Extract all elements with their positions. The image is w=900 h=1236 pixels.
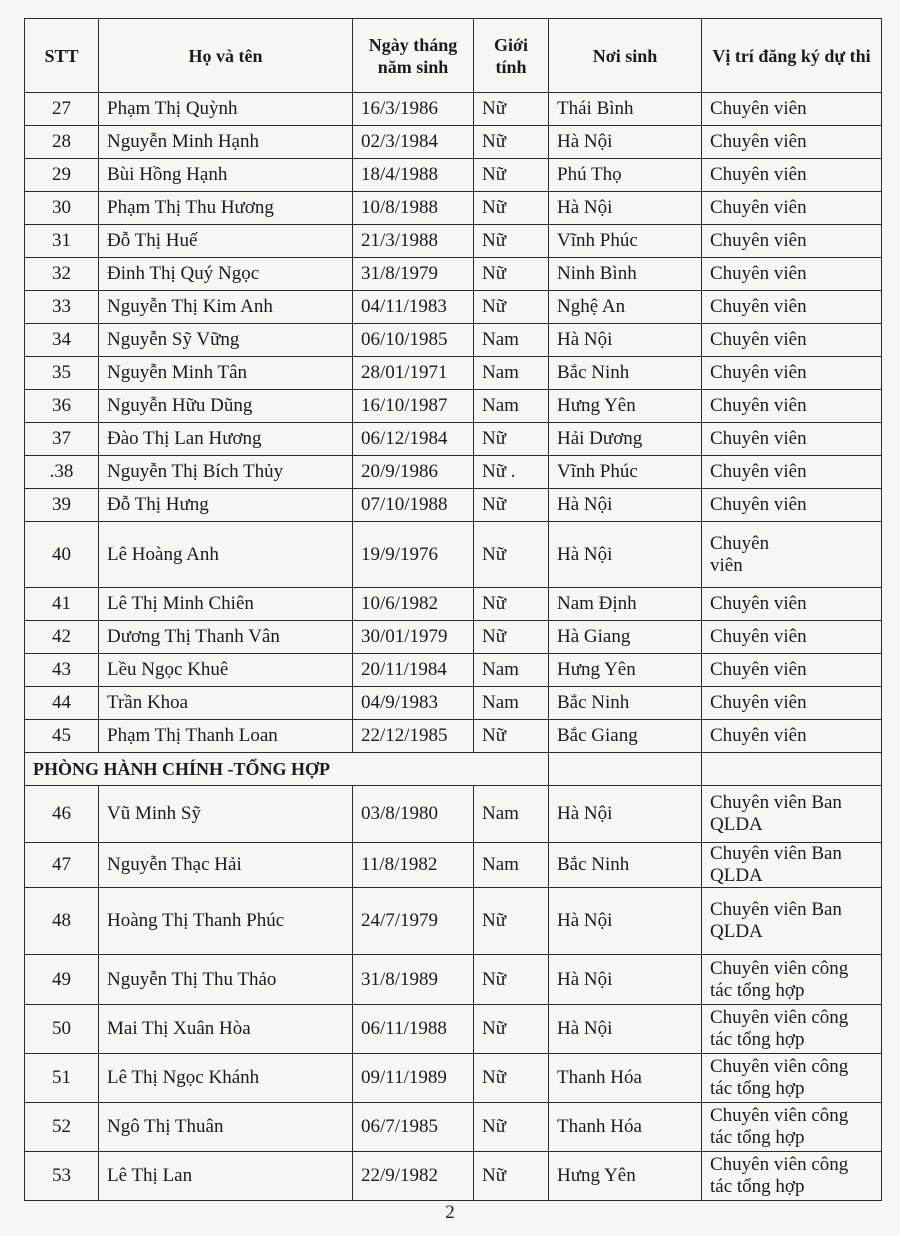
header-stt: STT (25, 19, 99, 93)
table-row (25, 955, 882, 1005)
cell-place: Hưng Yên (549, 390, 702, 423)
cell-place: Thanh Hóa (549, 1103, 702, 1152)
cell-name: Bùi Hồng Hạnh (99, 159, 353, 192)
cell-sex: Nam (474, 324, 549, 357)
section-empty-cell (702, 753, 882, 786)
cell-name: Vũ Minh Sỹ (99, 786, 353, 843)
page-number: 2 (445, 1202, 455, 1223)
cell-name: Lê Thị Lan (99, 1152, 353, 1201)
cell-stt: 42 (25, 621, 99, 654)
cell-name: Nguyễn Thị Bích Thủy (99, 456, 353, 489)
cell-stt: 31 (25, 225, 99, 258)
cell-name: Lê Thị Ngọc Khánh (99, 1054, 353, 1103)
cell-dob: 03/8/1980 (353, 786, 474, 843)
cell-name: Phạm Thị Thu Hương (99, 192, 353, 225)
cell-place: Hưng Yên (549, 654, 702, 687)
table-row (25, 357, 882, 390)
table-row (25, 93, 882, 126)
cell-name: Nguyễn Thị Thu Thảo (99, 955, 353, 1005)
table-row (25, 888, 882, 955)
cell-position: Chuyên viên (702, 126, 882, 159)
position-line-2: viên (710, 554, 743, 576)
cell-stt: 44 (25, 687, 99, 720)
cell-dob: 21/3/1988 (353, 225, 474, 258)
header-sex: Giới tính (474, 19, 549, 93)
cell-place: Nam Định (549, 588, 702, 621)
cell-sex: Nam (474, 687, 549, 720)
header-position: Vị trí đăng ký dự thi (702, 19, 882, 93)
cell-dob: 24/7/1979 (353, 888, 474, 955)
cell-position: Chuyên viên (702, 456, 882, 489)
cell-position (702, 786, 882, 843)
cell-position: Chuyên viên (702, 192, 882, 225)
cell-position (702, 1054, 882, 1103)
cell-position (702, 1152, 882, 1201)
cell-name: Mai Thị Xuân Hòa (99, 1005, 353, 1054)
cell-dob: 04/11/1983 (353, 291, 474, 324)
cell-name: Nguyễn Sỹ Vững (99, 324, 353, 357)
cell-position: Chuyên viên (702, 423, 882, 456)
cell-stt: 41 (25, 588, 99, 621)
table-row (25, 654, 882, 687)
cell-name: Lê Hoàng Anh (99, 522, 353, 588)
cell-stt: 43 (25, 654, 99, 687)
cell-place: Thanh Hóa (549, 1054, 702, 1103)
table-row (25, 192, 882, 225)
cell-position: Chuyên viên (702, 93, 882, 126)
cell-name: Hoàng Thị Thanh Phúc (99, 888, 353, 955)
cell-sex: Nữ (474, 522, 549, 588)
position-line-2: QLDA (710, 921, 763, 942)
position-line-2: tác tổng hợp (710, 1078, 805, 1099)
position-line-2: tác tổng hợp (710, 1127, 805, 1148)
cell-place: Hà Nội (549, 522, 702, 588)
cell-name: Đỗ Thị Huế (99, 225, 353, 258)
cell-dob: 22/9/1982 (353, 1152, 474, 1201)
table-row (25, 390, 882, 423)
header-dob: Ngày tháng năm sinh (353, 19, 474, 93)
table-row (25, 720, 882, 753)
cell-dob: 20/9/1986 (353, 456, 474, 489)
cell-place: Bắc Ninh (549, 687, 702, 720)
cell-place: Bắc Ninh (549, 357, 702, 390)
cell-name: Lều Ngọc Khuê (99, 654, 353, 687)
cell-name: Ngô Thị Thuân (99, 1103, 353, 1152)
cell-position: Chuyên viên (702, 225, 882, 258)
position-line-1: Chuyên viên công (710, 957, 849, 979)
cell-place: Ninh Bình (549, 258, 702, 291)
cell-name: Phạm Thị Quỳnh (99, 93, 353, 126)
cell-dob: 06/10/1985 (353, 324, 474, 357)
cell-name: Nguyễn Minh Tân (99, 357, 353, 390)
cell-sex: Nữ (474, 888, 549, 955)
table-row (25, 1005, 882, 1054)
position-line-1: Chuyên viên công (710, 1056, 849, 1077)
cell-sex: Nữ (474, 1005, 549, 1054)
cell-stt: 53 (25, 1152, 99, 1201)
cell-sex: Nữ (474, 1054, 549, 1103)
cell-sex: Nữ (474, 423, 549, 456)
cell-stt: 46 (25, 786, 99, 843)
cell-dob: 31/8/1989 (353, 955, 474, 1005)
cell-stt: 28 (25, 126, 99, 159)
cell-name: Lê Thị Minh Chiên (99, 588, 353, 621)
cell-stt: 37 (25, 423, 99, 456)
cell-sex: Nam (474, 843, 549, 888)
cell-dob: 31/8/1979 (353, 258, 474, 291)
cell-name: Nguyễn Minh Hạnh (99, 126, 353, 159)
cell-stt: 47 (25, 843, 99, 888)
position-line-2: tác tổng hợp (710, 1029, 805, 1050)
cell-sex: Nữ (474, 489, 549, 522)
cell-sex: Nữ (474, 291, 549, 324)
table-row (25, 687, 882, 720)
position-line-2: QLDA (710, 865, 763, 886)
cell-position (702, 522, 882, 588)
cell-name: Phạm Thị Thanh Loan (99, 720, 353, 753)
table-row (25, 291, 882, 324)
position-line-1: Chuyên viên công (710, 1007, 849, 1028)
cell-stt: .38 (25, 456, 99, 489)
cell-place: Hà Nội (549, 489, 702, 522)
cell-position: Chuyên viên (702, 291, 882, 324)
cell-dob: 30/01/1979 (353, 621, 474, 654)
cell-sex: Nữ (474, 93, 549, 126)
cell-position: Chuyên viên (702, 720, 882, 753)
cell-dob: 22/12/1985 (353, 720, 474, 753)
table-row (25, 423, 882, 456)
table-row (25, 258, 882, 291)
cell-position: Chuyên viên (702, 390, 882, 423)
position-line-2: QLDA (710, 814, 763, 835)
position-line-1: Chuyên (710, 532, 770, 554)
cell-stt: 50 (25, 1005, 99, 1054)
cell-sex: Nữ (474, 1103, 549, 1152)
table-row (25, 456, 882, 489)
cell-place: Vĩnh Phúc (549, 225, 702, 258)
cell-position: Chuyên viên (702, 687, 882, 720)
cell-place: Thái Bình (549, 93, 702, 126)
cell-sex: Nữ (474, 225, 549, 258)
cell-sex: Nữ (474, 720, 549, 753)
table-row (25, 621, 882, 654)
cell-place: Hà Nội (549, 126, 702, 159)
cell-dob: 11/8/1982 (353, 843, 474, 888)
table-row (25, 522, 882, 588)
table-row (25, 786, 882, 843)
cell-place: Hà Nội (549, 192, 702, 225)
table-row (25, 126, 882, 159)
position-line-2: tác tổng hợp (710, 979, 805, 1001)
cell-sex: Nữ (474, 955, 549, 1005)
table-row (25, 159, 882, 192)
cell-name: Trần Khoa (99, 687, 353, 720)
cell-name: Dương Thị Thanh Vân (99, 621, 353, 654)
cell-dob: 16/3/1986 (353, 93, 474, 126)
cell-stt: 51 (25, 1054, 99, 1103)
position-line-1: Chuyên viên Ban (710, 843, 842, 864)
cell-place: Hà Nội (549, 1005, 702, 1054)
cell-place: Bắc Giang (549, 720, 702, 753)
cell-dob: 06/7/1985 (353, 1103, 474, 1152)
cell-sex: Nam (474, 654, 549, 687)
cell-dob: 06/12/1984 (353, 423, 474, 456)
cell-position: Chuyên viên (702, 654, 882, 687)
position-line-1: Chuyên viên Ban (710, 792, 842, 813)
table-row (25, 1152, 882, 1201)
cell-name: Đào Thị Lan Hương (99, 423, 353, 456)
cell-dob: 20/11/1984 (353, 654, 474, 687)
position-line-1: Chuyên viên Ban (710, 899, 842, 920)
cell-stt: 30 (25, 192, 99, 225)
cell-dob: 04/9/1983 (353, 687, 474, 720)
cell-stt: 52 (25, 1103, 99, 1152)
cell-name: Nguyễn Hữu Dũng (99, 390, 353, 423)
table-row (25, 225, 882, 258)
table-row (25, 588, 882, 621)
position-line-2: tác tổng hợp (710, 1176, 805, 1197)
cell-place: Hà Nội (549, 955, 702, 1005)
cell-stt: 35 (25, 357, 99, 390)
cell-dob: 02/3/1984 (353, 126, 474, 159)
cell-place: Bắc Ninh (549, 843, 702, 888)
cell-sex: Nữ (474, 621, 549, 654)
table-row (25, 489, 882, 522)
cell-stt: 33 (25, 291, 99, 324)
cell-dob: 10/8/1988 (353, 192, 474, 225)
header-name: Họ và tên (99, 19, 353, 93)
cell-position: Chuyên viên (702, 258, 882, 291)
cell-dob: 28/01/1971 (353, 357, 474, 390)
position-line-1: Chuyên viên công (710, 1105, 849, 1126)
cell-sex: Nữ (474, 258, 549, 291)
candidate-table (24, 18, 882, 1201)
cell-sex: Nam (474, 357, 549, 390)
cell-sex: Nữ (474, 1152, 549, 1201)
cell-stt: 39 (25, 489, 99, 522)
cell-position: Chuyên viên (702, 324, 882, 357)
cell-position: Chuyên viên (702, 621, 882, 654)
cell-stt: 29 (25, 159, 99, 192)
cell-sex: Nữ (474, 126, 549, 159)
cell-position (702, 888, 882, 955)
section-empty-cell (549, 753, 702, 786)
cell-name: Nguyễn Thạc Hải (99, 843, 353, 888)
cell-sex: Nữ (474, 159, 549, 192)
cell-position: Chuyên viên (702, 489, 882, 522)
cell-position (702, 955, 882, 1005)
cell-sex: Nữ (474, 192, 549, 225)
position-line-1: Chuyên viên công (710, 1154, 849, 1175)
cell-sex: Nam (474, 786, 549, 843)
cell-place: Hà Nội (549, 786, 702, 843)
cell-stt: 40 (25, 522, 99, 588)
cell-name: Nguyễn Thị Kim Anh (99, 291, 353, 324)
section-row (25, 753, 882, 786)
cell-place: Hà Nội (549, 888, 702, 955)
cell-position: Chuyên viên (702, 357, 882, 390)
table-row (25, 1103, 882, 1152)
table-row (25, 324, 882, 357)
cell-stt: 27 (25, 93, 99, 126)
cell-place: Hưng Yên (549, 1152, 702, 1201)
header-place: Nơi sinh (549, 19, 702, 93)
cell-position: Chuyên viên (702, 159, 882, 192)
table-row (25, 1054, 882, 1103)
cell-dob: 09/11/1989 (353, 1054, 474, 1103)
cell-place: Hải Dương (549, 423, 702, 456)
cell-dob: 06/11/1988 (353, 1005, 474, 1054)
cell-dob: 10/6/1982 (353, 588, 474, 621)
section-title: PHÒNG HÀNH CHÍNH -TỔNG HỢP (25, 753, 549, 786)
cell-position (702, 1005, 882, 1054)
table-header-row (25, 19, 882, 93)
table-row (25, 843, 882, 888)
cell-place: Hà Nội (549, 324, 702, 357)
cell-stt: 49 (25, 955, 99, 1005)
cell-stt: 48 (25, 888, 99, 955)
cell-position (702, 1103, 882, 1152)
cell-position: Chuyên viên (702, 588, 882, 621)
cell-name: Đinh Thị Quý Ngọc (99, 258, 353, 291)
cell-dob: 16/10/1987 (353, 390, 474, 423)
cell-place: Vĩnh Phúc (549, 456, 702, 489)
cell-place: Nghệ An (549, 291, 702, 324)
cell-dob: 18/4/1988 (353, 159, 474, 192)
cell-position (702, 843, 882, 888)
cell-place: Phú Thọ (549, 159, 702, 192)
cell-dob: 19/9/1976 (353, 522, 474, 588)
cell-stt: 45 (25, 720, 99, 753)
cell-sex: Nữ . (474, 456, 549, 489)
cell-stt: 36 (25, 390, 99, 423)
cell-name: Đỗ Thị Hưng (99, 489, 353, 522)
cell-place: Hà Giang (549, 621, 702, 654)
cell-stt: 34 (25, 324, 99, 357)
cell-sex: Nam (474, 390, 549, 423)
cell-stt: 32 (25, 258, 99, 291)
cell-sex: Nữ (474, 588, 549, 621)
cell-dob: 07/10/1988 (353, 489, 474, 522)
